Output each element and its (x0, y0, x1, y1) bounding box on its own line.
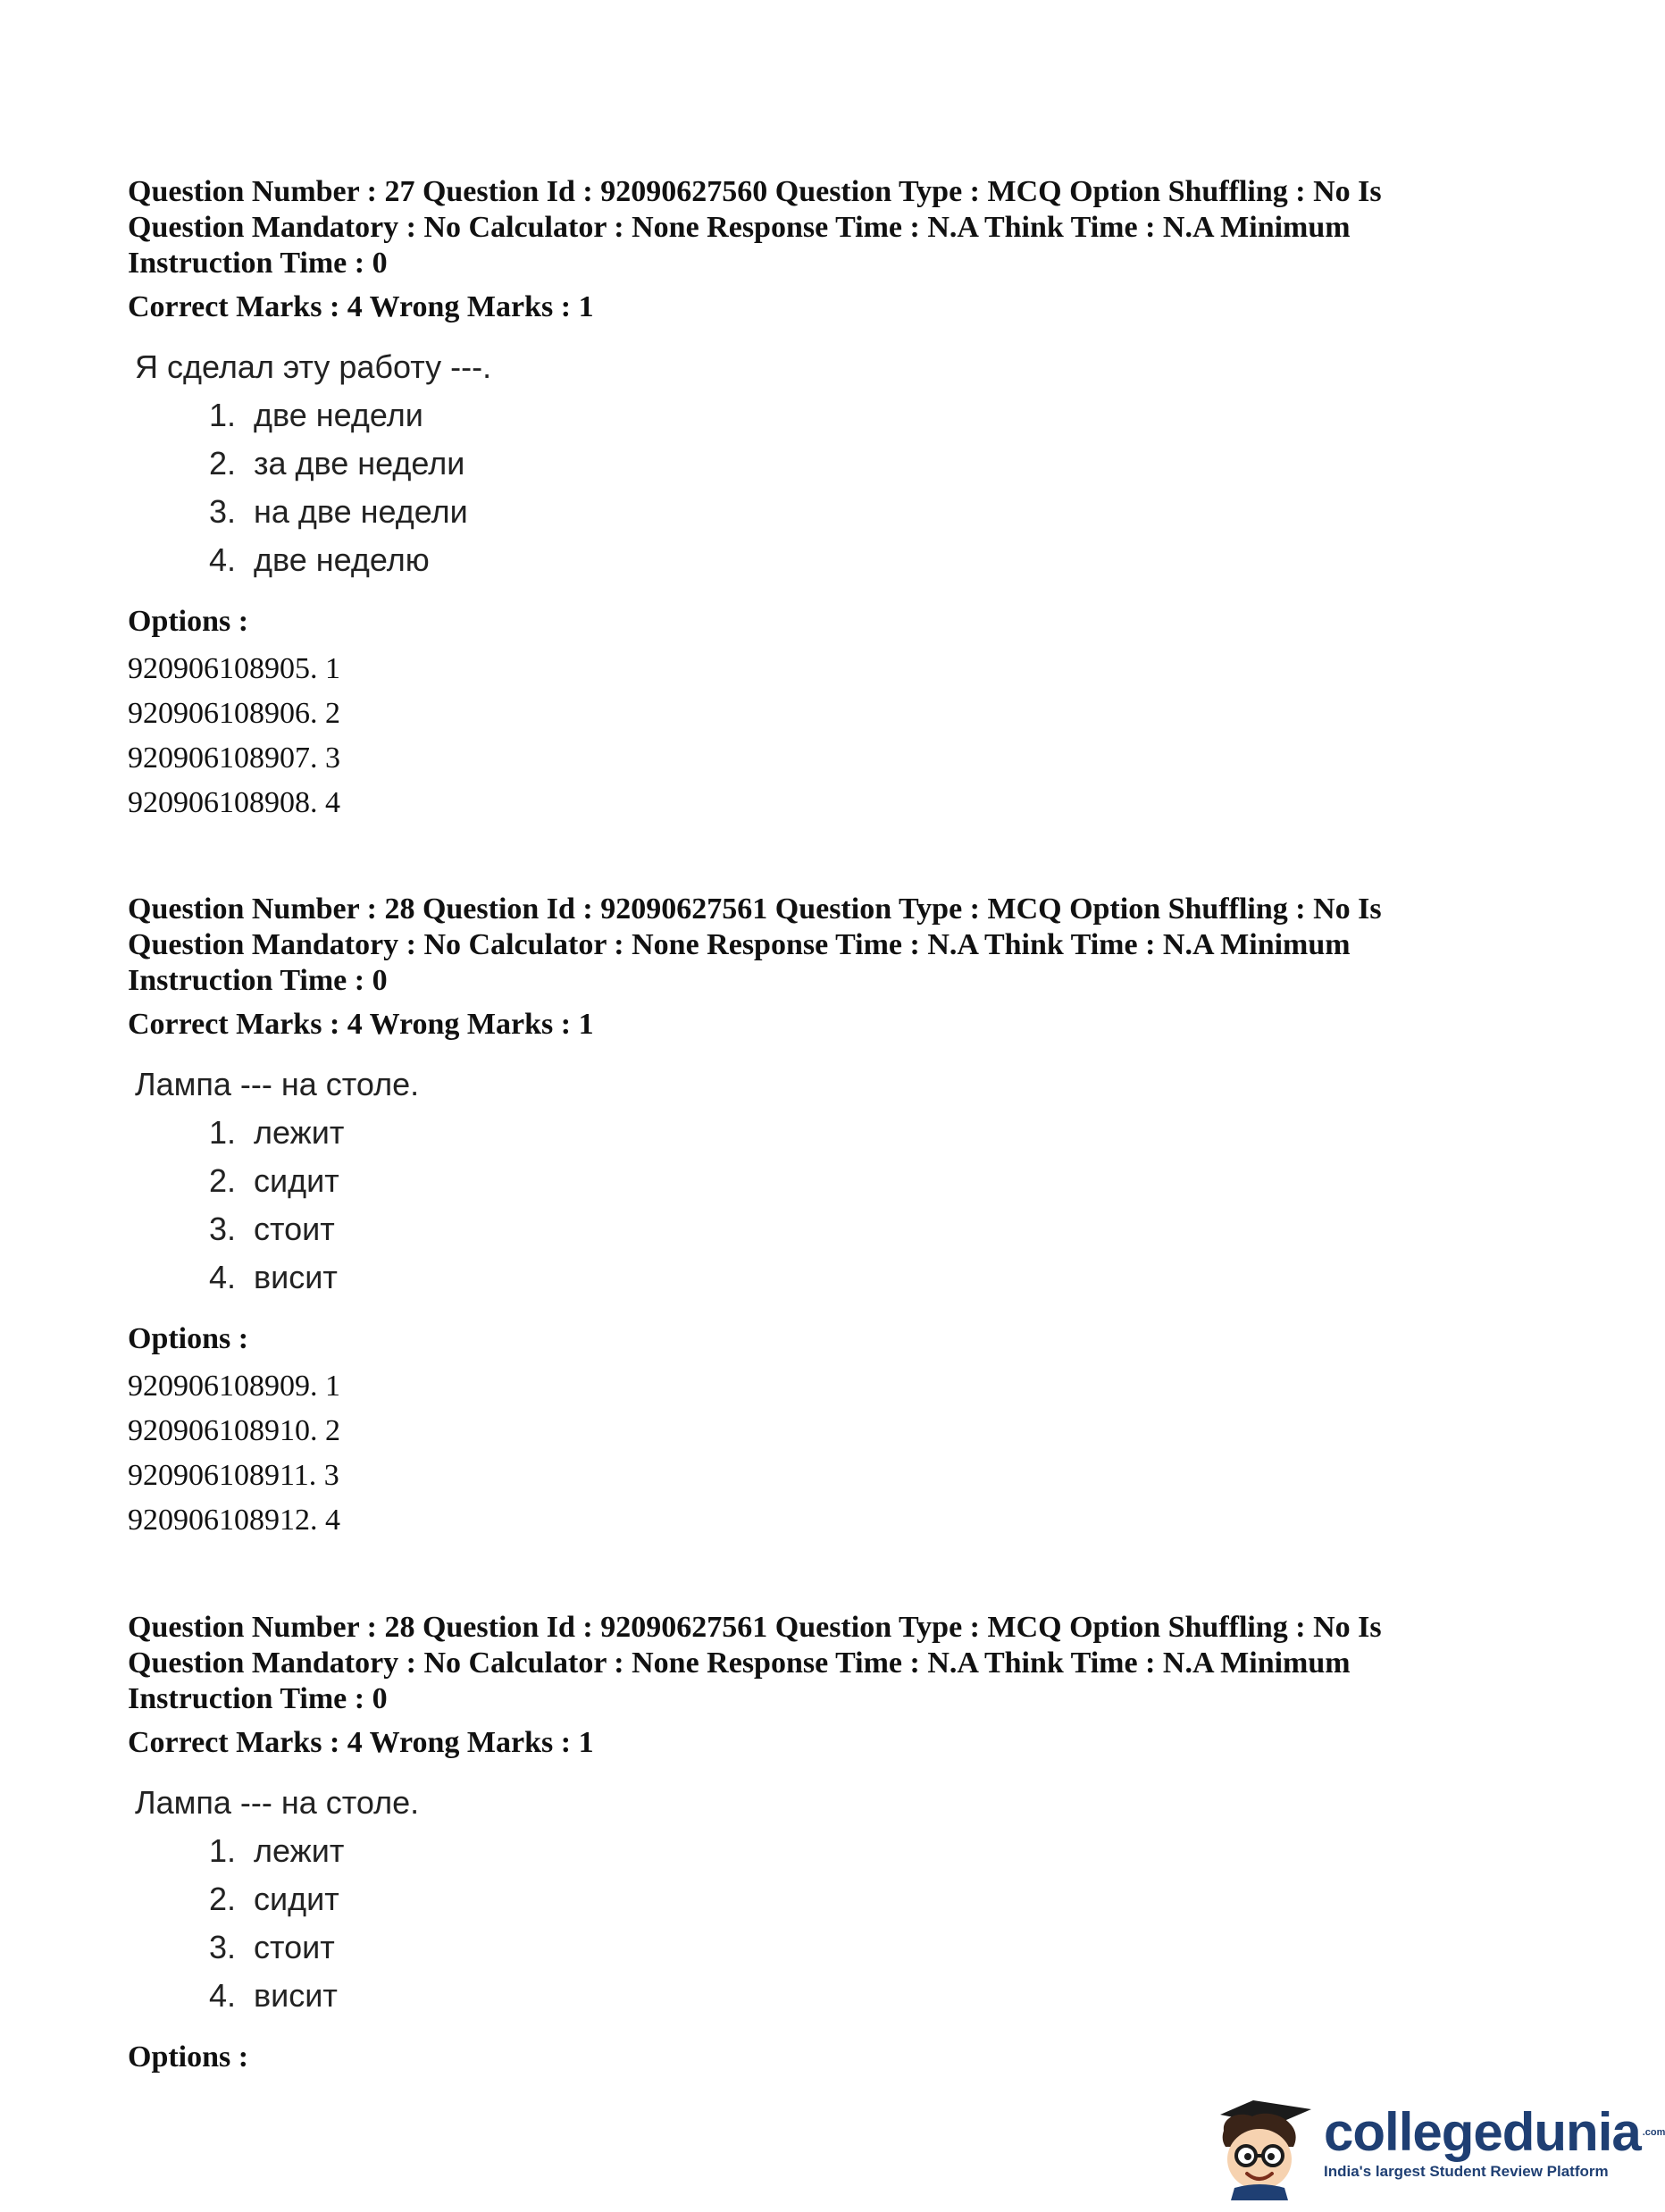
choice-text: две недели (254, 397, 423, 433)
choice-item (128, 1827, 1521, 1875)
question-image (128, 1780, 1521, 2020)
choice-text: сидит (254, 1162, 339, 1199)
choice-list (128, 1827, 1521, 2020)
choice-item (128, 1205, 1521, 1253)
choice-text: висит (254, 1977, 338, 2014)
choice-number: 2. (208, 1881, 236, 1917)
question-header (128, 892, 1521, 999)
choice-number: 3. (208, 1929, 236, 1965)
choice-item (128, 1875, 1521, 1923)
logo-tagline: India's largest Student Review Platform (1324, 2163, 1609, 2180)
options-list (128, 647, 1521, 825)
options-label: Options : (128, 1322, 249, 1355)
collegedunia-logo[interactable] (1204, 2080, 1665, 2205)
choice-number: 1. (208, 1832, 236, 1869)
choice-number: 4. (208, 1977, 236, 2014)
choice-item (128, 536, 1521, 584)
choice-number: 4. (208, 1259, 236, 1295)
question-stem: Я сделал эту работу ---. (135, 348, 492, 385)
choice-list (128, 1109, 1521, 1302)
choice-list (128, 391, 1521, 584)
choice-item (128, 440, 1521, 488)
choice-text: две неделю (254, 541, 430, 578)
question-header-line: Question Mandatory : No Calculator : None Response Time : N.A Think Time : N.A Minimum (128, 1646, 1351, 1680)
choice-number: 2. (208, 445, 236, 482)
logo-text (1324, 2104, 1665, 2181)
question-block-27 (128, 174, 1521, 825)
choice-text: стоит (254, 1211, 335, 1247)
choice-text: висит (254, 1259, 338, 1295)
choice-item (128, 391, 1521, 440)
option-item: 920906108912. 4 (128, 1504, 340, 1537)
marks-line: Correct Marks : 4 Wrong Marks : 1 (128, 290, 594, 323)
question-header-line: Instruction Time : 0 (128, 1682, 388, 1715)
question-header-line: Question Number : 27 Question Id : 92090627560 Question Type : MCQ Option Shuffling : No Is (128, 175, 1382, 208)
question-header-line: Instruction Time : 0 (128, 964, 388, 997)
choice-text: за две недели (254, 445, 465, 482)
choice-number: 3. (208, 493, 236, 530)
choice-number: 4. (208, 541, 236, 578)
question-header-line: Instruction Time : 0 (128, 247, 388, 280)
choice-item (128, 1253, 1521, 1302)
question-stem: Лампа --- на столе. (135, 1066, 420, 1102)
choice-number: 3. (208, 1211, 236, 1247)
option-item: 920906108911. 3 (128, 1459, 339, 1492)
question-header-line: Question Number : 28 Question Id : 92090627561 Question Type : MCQ Option Shuffling : No Is (128, 892, 1382, 926)
choice-number: 2. (208, 1162, 236, 1199)
option-item: 920906108910. 2 (128, 1414, 340, 1447)
question-image (128, 345, 1521, 584)
choice-number: 1. (208, 397, 236, 433)
choice-text: стоит (254, 1929, 335, 1965)
choice-item (128, 1157, 1521, 1205)
question-block-28 (128, 892, 1521, 1543)
choice-item (128, 488, 1521, 536)
choice-text: лежит (254, 1114, 345, 1151)
question-header (128, 1610, 1521, 1717)
choice-item (128, 1972, 1521, 2020)
option-item: 920906108907. 3 (128, 742, 340, 775)
options-list (128, 1364, 1521, 1543)
marks-line: Correct Marks : 4 Wrong Marks : 1 (128, 1008, 594, 1041)
question-header (128, 174, 1521, 281)
question-stem: Лампа --- на столе. (135, 1784, 420, 1821)
option-item: 920906108909. 1 (128, 1370, 340, 1403)
question-image (128, 1062, 1521, 1302)
question-block-28-repeat (128, 1610, 1521, 2080)
choice-number: 1. (208, 1114, 236, 1151)
choice-item (128, 1923, 1521, 1972)
marks-line: Correct Marks : 4 Wrong Marks : 1 (128, 1726, 594, 1759)
logo-wordmark (1324, 2104, 1665, 2161)
choice-text: на две недели (254, 493, 468, 530)
option-item: 920906108906. 2 (128, 697, 340, 730)
choice-item (128, 1109, 1521, 1157)
question-header-line: Question Mandatory : No Calculator : None Response Time : N.A Think Time : N.A Minimum (128, 928, 1351, 961)
options-label: Options : (128, 2040, 249, 2074)
choice-text: сидит (254, 1881, 339, 1917)
student-mascot-icon (1204, 2084, 1320, 2200)
options-label: Options : (128, 605, 249, 638)
question-header-line: Question Number : 28 Question Id : 92090627561 Question Type : MCQ Option Shuffling : No Is (128, 1611, 1382, 1644)
choice-text: лежит (254, 1832, 345, 1869)
logo-word: collegedunia (1324, 2102, 1641, 2162)
option-item: 920906108908. 4 (128, 786, 340, 819)
option-item: 920906108905. 1 (128, 652, 340, 685)
logo-suffix: .com (1642, 2127, 1665, 2138)
question-header-line: Question Mandatory : No Calculator : None Response Time : N.A Think Time : N.A Minimum (128, 211, 1351, 244)
